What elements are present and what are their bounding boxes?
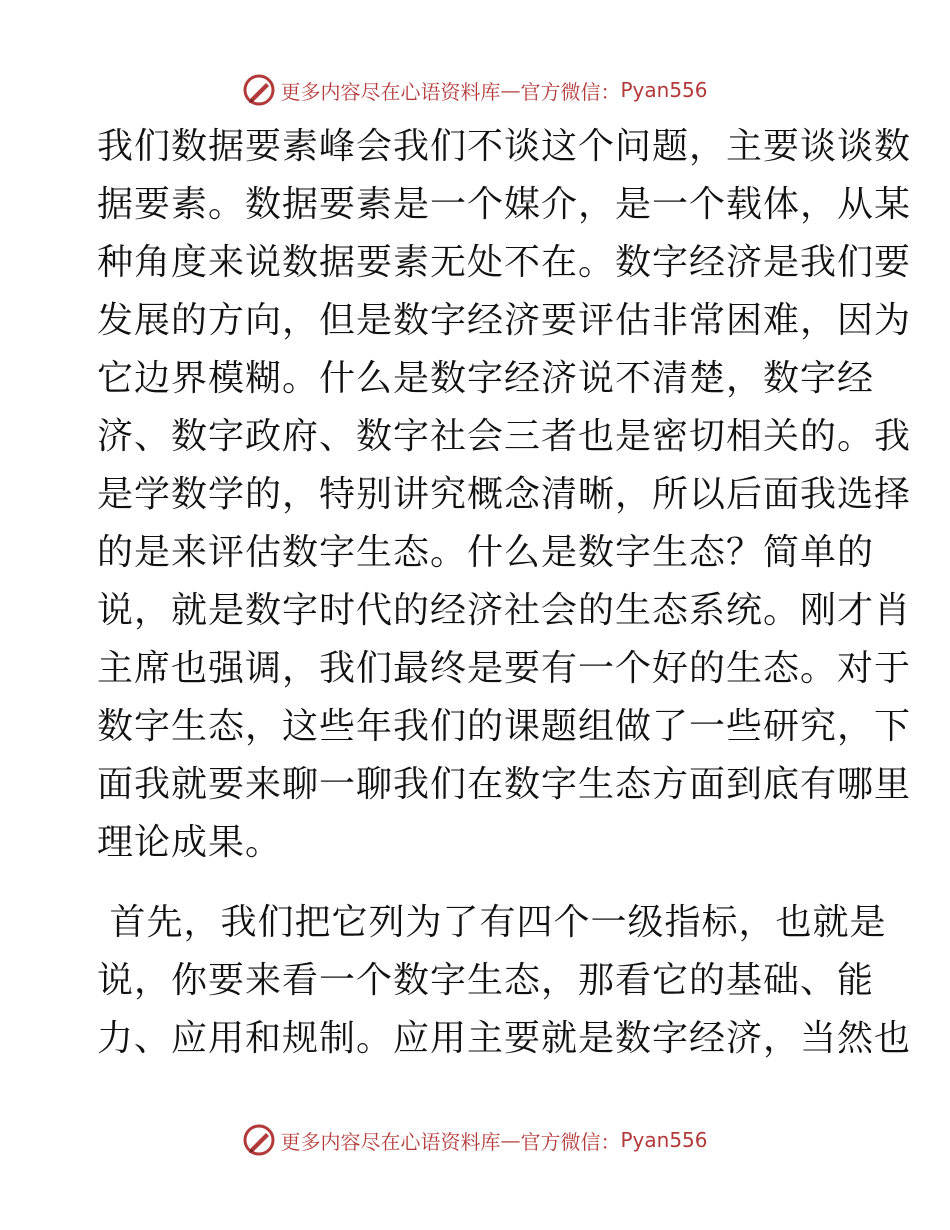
text-line: 我们数据要素峰会我们不谈这个问题，主要谈谈数 — [97, 126, 912, 167]
banner-official-label: 官方微信： — [520, 79, 621, 104]
pen-logo-icon — [242, 1123, 276, 1157]
banner-separator: — — [500, 78, 521, 102]
document-body — [97, 118, 912, 1068]
pen-logo-icon — [242, 73, 276, 107]
text-line: 它边界模糊。什么是数字经济说不清楚，数字经 — [97, 358, 875, 399]
paragraph-2 — [97, 894, 912, 1068]
banner-official-label: 官方微信： — [520, 1129, 621, 1154]
text-line: 种角度来说数据要素无处不在。数字经济是我们要 — [97, 242, 912, 283]
text-line: 是学数学的，特别讲究概念清晰，所以后面我选择 — [97, 474, 912, 515]
text-line: 说，就是数字时代的经济社会的生态系统。刚才肖 — [97, 590, 912, 631]
footer-banner — [0, 1120, 950, 1160]
text-line: 数字生态，这些年我们的课题组做了一些研究，下 — [97, 706, 912, 747]
text-line: 首先，我们把它列为了有四个一级指标，也就是 — [97, 902, 887, 943]
banner-wechat-id: Pyan556 — [620, 1128, 708, 1152]
banner-separator: — — [500, 1128, 521, 1152]
banner-title: 更多内容尽在心语资料库 — [280, 1129, 501, 1154]
text-line: 据要素。数据要素是一个媒介，是一个载体，从某 — [97, 184, 912, 225]
banner-title: 更多内容尽在心语资料库 — [280, 79, 501, 104]
text-line: 主席也强调，我们最终是要有一个好的生态。对于 — [97, 648, 912, 689]
text-line: 说，你要来看一个数字生态，那看它的基础、能 — [97, 960, 875, 1001]
banner-wechat-id: Pyan556 — [620, 78, 708, 102]
paragraph-1 — [97, 118, 912, 872]
text-line: 的是来评估数字生态。什么是数字生态？简单的 — [97, 532, 875, 573]
header-banner — [0, 70, 950, 110]
text-line: 面我就要来聊一聊我们在数字生态方面到底有哪里 — [97, 764, 912, 805]
text-line: 力、应用和规制。应用主要就是数字经济，当然也 — [97, 1018, 912, 1059]
text-line: 理论成果。 — [97, 822, 283, 863]
text-line: 发展的方向，但是数字经济要评估非常困难，因为 — [97, 300, 912, 341]
paragraph-gap — [97, 872, 857, 894]
text-line: 济、数字政府、数字社会三者也是密切相关的。我 — [97, 416, 912, 457]
